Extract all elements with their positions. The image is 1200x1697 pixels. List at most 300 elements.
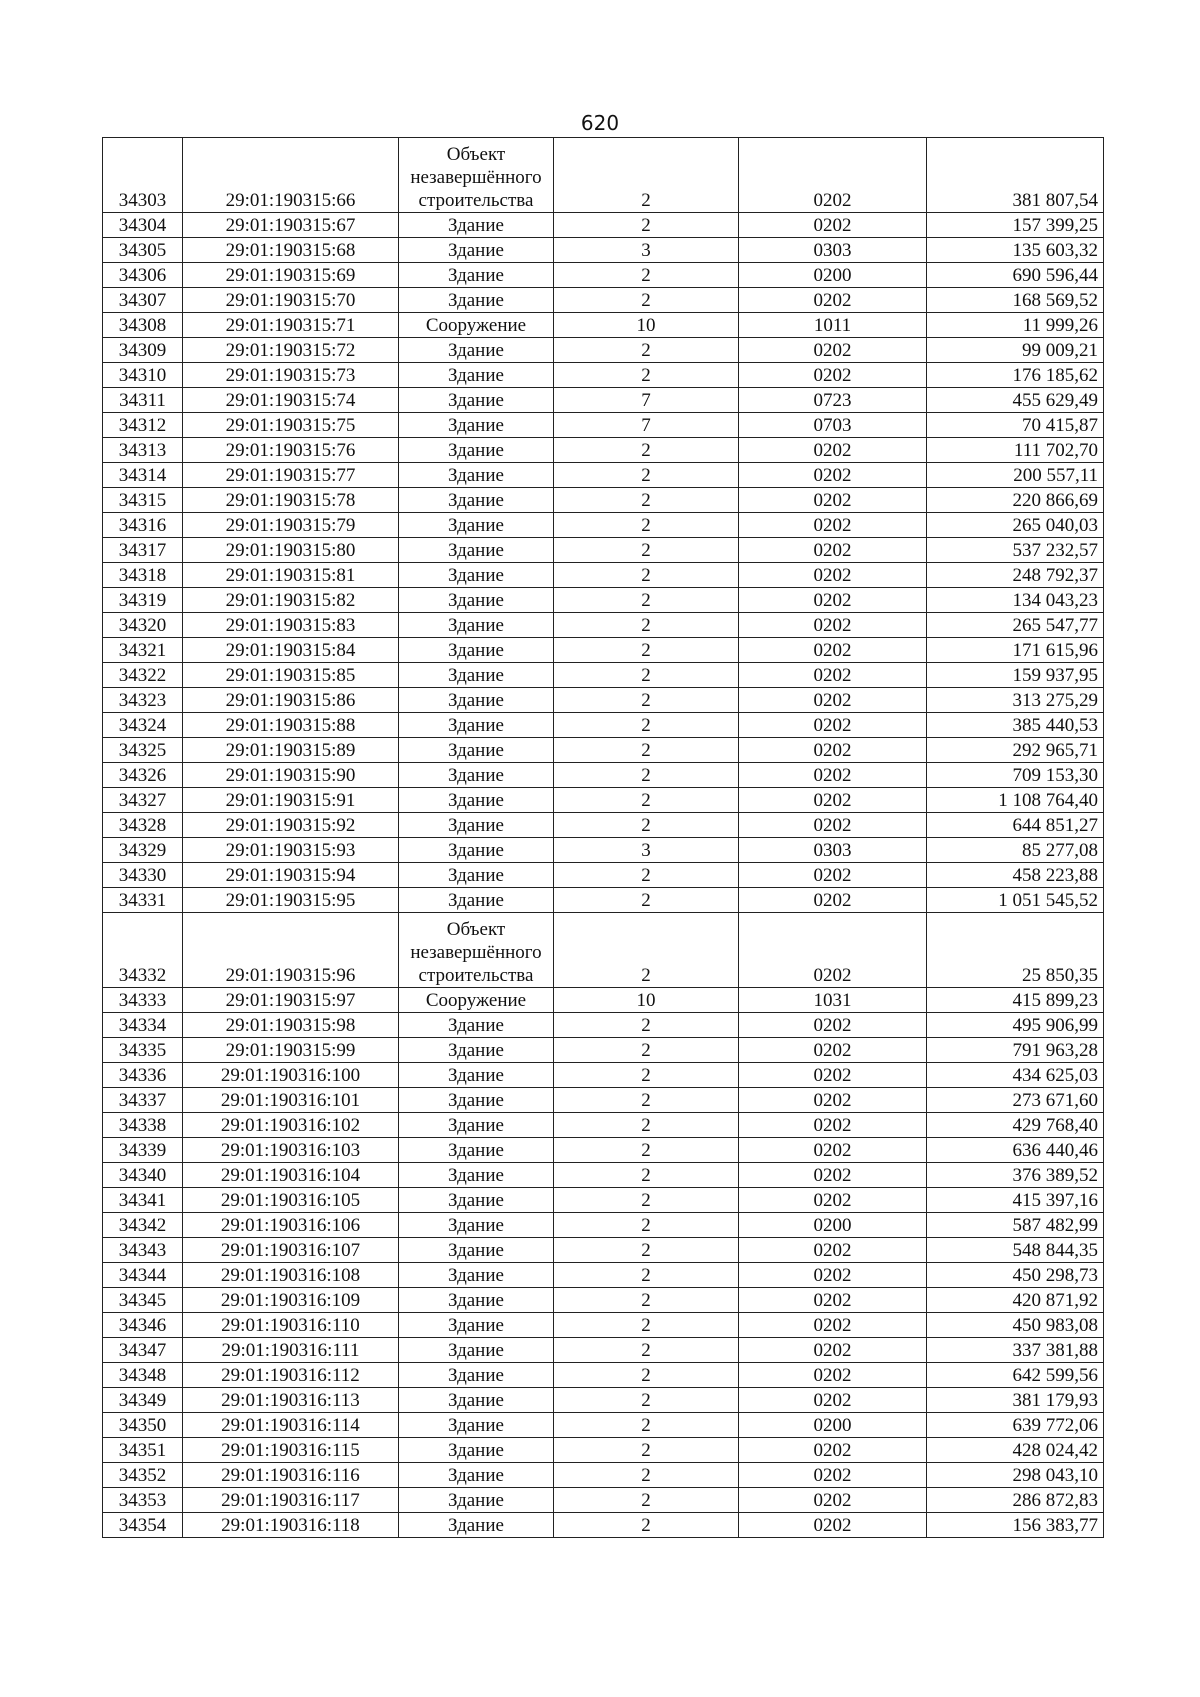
- table-row: [103, 288, 1104, 313]
- cadastral-number-cell: 29:01:190315:72: [183, 338, 399, 363]
- cadastral-value-cell: 292 965,71: [927, 738, 1104, 763]
- cadastral-value-cell: 313 275,29: [927, 688, 1104, 713]
- cadastral-number-cell: 29:01:190315:79: [183, 513, 399, 538]
- group-cell: 2: [554, 1063, 739, 1088]
- cadastral-number-cell: 29:01:190315:97: [183, 988, 399, 1013]
- cadastral-value-cell: 644 851,27: [927, 813, 1104, 838]
- row-number-cell: 34306: [103, 263, 183, 288]
- subgroup-code-cell: 0202: [739, 1463, 927, 1488]
- row-number-cell: 34322: [103, 663, 183, 688]
- table-row: [103, 1313, 1104, 1338]
- object-type-cell: Здание: [399, 363, 554, 388]
- subgroup-code-cell: 0303: [739, 238, 927, 263]
- object-type-cell: Здание: [399, 1288, 554, 1313]
- object-type-cell: Здание: [399, 588, 554, 613]
- row-number-cell: 34352: [103, 1463, 183, 1488]
- subgroup-code-cell: 0202: [739, 1188, 927, 1213]
- group-cell: 7: [554, 388, 739, 413]
- row-number-cell: 34308: [103, 313, 183, 338]
- table-row: [103, 513, 1104, 538]
- cadastral-number-cell: 29:01:190316:112: [183, 1363, 399, 1388]
- row-number-cell: 34303: [103, 138, 183, 213]
- cadastral-number-cell: 29:01:190315:71: [183, 313, 399, 338]
- row-number-cell: 34349: [103, 1388, 183, 1413]
- table-row: [103, 738, 1104, 763]
- cadastral-value-cell: 1 051 545,52: [927, 888, 1104, 913]
- row-number-cell: 34341: [103, 1188, 183, 1213]
- object-type-cell: Здание: [399, 1363, 554, 1388]
- object-type-cell: Здание: [399, 463, 554, 488]
- group-cell: 2: [554, 288, 739, 313]
- row-number-cell: 34342: [103, 1213, 183, 1238]
- row-number-cell: 34304: [103, 213, 183, 238]
- table-row: [103, 138, 1104, 213]
- subgroup-code-cell: 0202: [739, 813, 927, 838]
- table-row: [103, 1388, 1104, 1413]
- subgroup-code-cell: 0202: [739, 1313, 927, 1338]
- row-number-cell: 34331: [103, 888, 183, 913]
- row-number-cell: 34332: [103, 913, 183, 988]
- object-type-cell: Здание: [399, 1163, 554, 1188]
- table-row: [103, 838, 1104, 863]
- group-cell: 2: [554, 1138, 739, 1163]
- subgroup-code-cell: 0202: [739, 488, 927, 513]
- cadastral-number-cell: 29:01:190316:100: [183, 1063, 399, 1088]
- group-cell: 2: [554, 863, 739, 888]
- object-type-cell: Здание: [399, 838, 554, 863]
- group-cell: 2: [554, 688, 739, 713]
- group-cell: 2: [554, 263, 739, 288]
- object-type-cell: Объект незавершённого строительства: [399, 138, 554, 213]
- group-cell: 2: [554, 1238, 739, 1263]
- cadastral-number-cell: 29:01:190315:75: [183, 413, 399, 438]
- group-cell: 2: [554, 1163, 739, 1188]
- subgroup-code-cell: 0202: [739, 463, 927, 488]
- group-cell: 2: [554, 1513, 739, 1538]
- cadastral-number-cell: 29:01:190315:85: [183, 663, 399, 688]
- subgroup-code-cell: 0202: [739, 363, 927, 388]
- table-row: [103, 538, 1104, 563]
- subgroup-code-cell: 0202: [739, 1088, 927, 1113]
- row-number-cell: 34326: [103, 763, 183, 788]
- row-number-cell: 34345: [103, 1288, 183, 1313]
- cadastral-value-cell: 587 482,99: [927, 1213, 1104, 1238]
- subgroup-code-cell: 0202: [739, 1238, 927, 1263]
- row-number-cell: 34321: [103, 638, 183, 663]
- group-cell: 2: [554, 663, 739, 688]
- subgroup-code-cell: 0202: [739, 863, 927, 888]
- cadastral-value-cell: 11 999,26: [927, 313, 1104, 338]
- group-cell: 2: [554, 338, 739, 363]
- object-type-cell: Здание: [399, 613, 554, 638]
- subgroup-code-cell: 0202: [739, 1063, 927, 1088]
- cadastral-number-cell: 29:01:190316:107: [183, 1238, 399, 1263]
- table-row: [103, 1038, 1104, 1063]
- table-row: [103, 388, 1104, 413]
- row-number-cell: 34314: [103, 463, 183, 488]
- group-cell: 2: [554, 588, 739, 613]
- table-row: [103, 463, 1104, 488]
- cadastral-value-cell: 70 415,87: [927, 413, 1104, 438]
- cadastral-value-cell: 450 983,08: [927, 1313, 1104, 1338]
- group-cell: 2: [554, 213, 739, 238]
- table-row: [103, 788, 1104, 813]
- object-type-cell: Здание: [399, 1188, 554, 1213]
- cadastral-number-cell: 29:01:190315:95: [183, 888, 399, 913]
- row-number-cell: 34310: [103, 363, 183, 388]
- subgroup-code-cell: 0202: [739, 788, 927, 813]
- row-number-cell: 34316: [103, 513, 183, 538]
- cadastral-number-cell: 29:01:190316:109: [183, 1288, 399, 1313]
- table-row: [103, 1238, 1104, 1263]
- cadastral-number-cell: 29:01:190316:117: [183, 1488, 399, 1513]
- object-type-cell: Здание: [399, 738, 554, 763]
- subgroup-code-cell: 0703: [739, 413, 927, 438]
- group-cell: 2: [554, 1013, 739, 1038]
- table-row: [103, 488, 1104, 513]
- row-number-cell: 34340: [103, 1163, 183, 1188]
- subgroup-code-cell: 0202: [739, 338, 927, 363]
- group-cell: 2: [554, 1438, 739, 1463]
- object-type-cell: Здание: [399, 1038, 554, 1063]
- cadastral-value-cell: 420 871,92: [927, 1288, 1104, 1313]
- cadastral-value-cell: 168 569,52: [927, 288, 1104, 313]
- object-type-cell: Здание: [399, 238, 554, 263]
- group-cell: 2: [554, 913, 739, 988]
- object-type-cell: Здание: [399, 563, 554, 588]
- cadastral-value-cell: 639 772,06: [927, 1413, 1104, 1438]
- subgroup-code-cell: 0202: [739, 1363, 927, 1388]
- cadastral-value-cell: 171 615,96: [927, 638, 1104, 663]
- cadastral-value-cell: 385 440,53: [927, 713, 1104, 738]
- table-row: [103, 1213, 1104, 1238]
- cadastral-number-cell: 29:01:190316:111: [183, 1338, 399, 1363]
- table-row: [103, 863, 1104, 888]
- object-type-cell: Здание: [399, 1313, 554, 1338]
- table-row: [103, 313, 1104, 338]
- object-type-cell: Здание: [399, 1213, 554, 1238]
- object-type-cell: Здание: [399, 213, 554, 238]
- row-number-cell: 34338: [103, 1113, 183, 1138]
- group-cell: 7: [554, 413, 739, 438]
- object-type-cell: Здание: [399, 1138, 554, 1163]
- cadastral-number-cell: 29:01:190316:113: [183, 1388, 399, 1413]
- cadastral-number-cell: 29:01:190315:82: [183, 588, 399, 613]
- subgroup-code-cell: 0202: [739, 688, 927, 713]
- object-type-cell: Здание: [399, 688, 554, 713]
- page-number: 620: [580, 111, 620, 135]
- row-number-cell: 34336: [103, 1063, 183, 1088]
- object-type-cell: Здание: [399, 538, 554, 563]
- row-number-cell: 34323: [103, 688, 183, 713]
- cadastral-value-cell: 1 108 764,40: [927, 788, 1104, 813]
- row-number-cell: 34325: [103, 738, 183, 763]
- cadastral-number-cell: 29:01:190316:105: [183, 1188, 399, 1213]
- table-row: [103, 988, 1104, 1013]
- subgroup-code-cell: 0202: [739, 1113, 927, 1138]
- table-row: [103, 1413, 1104, 1438]
- object-type-cell: Здание: [399, 763, 554, 788]
- row-number-cell: 34315: [103, 488, 183, 513]
- cadastral-value-cell: 25 850,35: [927, 913, 1104, 988]
- cadastral-number-cell: 29:01:190316:104: [183, 1163, 399, 1188]
- object-type-cell: Здание: [399, 263, 554, 288]
- table-row: [103, 638, 1104, 663]
- row-number-cell: 34327: [103, 788, 183, 813]
- group-cell: 2: [554, 363, 739, 388]
- table-row: [103, 913, 1104, 988]
- cadastral-number-cell: 29:01:190316:102: [183, 1113, 399, 1138]
- cadastral-value-cell: 176 185,62: [927, 363, 1104, 388]
- row-number-cell: 34318: [103, 563, 183, 588]
- group-cell: 2: [554, 638, 739, 663]
- row-number-cell: 34312: [103, 413, 183, 438]
- cadastral-number-cell: 29:01:190315:88: [183, 713, 399, 738]
- object-type-cell: Здание: [399, 1463, 554, 1488]
- object-type-cell: Здание: [399, 638, 554, 663]
- object-type-cell: Здание: [399, 813, 554, 838]
- group-cell: 2: [554, 488, 739, 513]
- subgroup-code-cell: 0202: [739, 888, 927, 913]
- group-cell: 3: [554, 238, 739, 263]
- subgroup-code-cell: 0202: [739, 1138, 927, 1163]
- cadastral-value-cell: 428 024,42: [927, 1438, 1104, 1463]
- table-row: [103, 1363, 1104, 1388]
- row-number-cell: 34320: [103, 613, 183, 638]
- subgroup-code-cell: 0202: [739, 1488, 927, 1513]
- table-row: [103, 1463, 1104, 1488]
- row-number-cell: 34334: [103, 1013, 183, 1038]
- subgroup-code-cell: 1011: [739, 313, 927, 338]
- table-row: [103, 1263, 1104, 1288]
- subgroup-code-cell: 0202: [739, 138, 927, 213]
- object-type-cell: Здание: [399, 338, 554, 363]
- row-number-cell: 34344: [103, 1263, 183, 1288]
- group-cell: 2: [554, 463, 739, 488]
- subgroup-code-cell: 0202: [739, 1038, 927, 1063]
- row-number-cell: 34333: [103, 988, 183, 1013]
- object-type-cell: Здание: [399, 1063, 554, 1088]
- table-row: [103, 1338, 1104, 1363]
- row-number-cell: 34351: [103, 1438, 183, 1463]
- group-cell: 2: [554, 1313, 739, 1338]
- cadastral-number-cell: 29:01:190315:84: [183, 638, 399, 663]
- cadastral-number-cell: 29:01:190316:118: [183, 1513, 399, 1538]
- table-row: [103, 1513, 1104, 1538]
- row-number-cell: 34353: [103, 1488, 183, 1513]
- cadastral-value-cell: 156 383,77: [927, 1513, 1104, 1538]
- row-number-cell: 34313: [103, 438, 183, 463]
- cadastral-number-cell: 29:01:190315:69: [183, 263, 399, 288]
- cadastral-number-cell: 29:01:190316:114: [183, 1413, 399, 1438]
- cadastral-value-cell: 337 381,88: [927, 1338, 1104, 1363]
- cadastral-number-cell: 29:01:190315:78: [183, 488, 399, 513]
- group-cell: 2: [554, 813, 739, 838]
- cadastral-number-cell: 29:01:190315:73: [183, 363, 399, 388]
- cadastral-value-cell: 134 043,23: [927, 588, 1104, 613]
- group-cell: 2: [554, 1363, 739, 1388]
- object-type-cell: Здание: [399, 1238, 554, 1263]
- row-number-cell: 34343: [103, 1238, 183, 1263]
- cadastral-value-cell: 415 397,16: [927, 1188, 1104, 1213]
- cadastral-number-cell: 29:01:190315:67: [183, 213, 399, 238]
- object-type-cell: Здание: [399, 513, 554, 538]
- cadastral-value-cell: 85 277,08: [927, 838, 1104, 863]
- row-number-cell: 34307: [103, 288, 183, 313]
- table-row: [103, 1138, 1104, 1163]
- object-type-cell: Здание: [399, 488, 554, 513]
- cadastral-number-cell: 29:01:190315:68: [183, 238, 399, 263]
- cadastral-number-cell: 29:01:190315:86: [183, 688, 399, 713]
- row-number-cell: 34317: [103, 538, 183, 563]
- row-number-cell: 34330: [103, 863, 183, 888]
- group-cell: 2: [554, 563, 739, 588]
- subgroup-code-cell: 0202: [739, 438, 927, 463]
- group-cell: 2: [554, 438, 739, 463]
- subgroup-code-cell: 0200: [739, 1413, 927, 1438]
- group-cell: 2: [554, 1488, 739, 1513]
- subgroup-code-cell: 0200: [739, 1213, 927, 1238]
- table-row: [103, 363, 1104, 388]
- table-row: [103, 263, 1104, 288]
- subgroup-code-cell: 0202: [739, 1388, 927, 1413]
- object-type-cell: Здание: [399, 1013, 554, 1038]
- group-cell: 2: [554, 1463, 739, 1488]
- cadastral-number-cell: 29:01:190315:80: [183, 538, 399, 563]
- group-cell: 2: [554, 613, 739, 638]
- subgroup-code-cell: 0202: [739, 613, 927, 638]
- group-cell: 3: [554, 838, 739, 863]
- cadastral-number-cell: 29:01:190315:93: [183, 838, 399, 863]
- table-row: [103, 1063, 1104, 1088]
- cadastral-number-cell: 29:01:190315:96: [183, 913, 399, 988]
- cadastral-value-cell: 415 899,23: [927, 988, 1104, 1013]
- cadastral-number-cell: 29:01:190315:98: [183, 1013, 399, 1038]
- cadastral-value-cell: 135 603,32: [927, 238, 1104, 263]
- subgroup-code-cell: 0303: [739, 838, 927, 863]
- group-cell: 2: [554, 1413, 739, 1438]
- subgroup-code-cell: 0202: [739, 1338, 927, 1363]
- table-row: [103, 563, 1104, 588]
- cadastral-number-cell: 29:01:190315:66: [183, 138, 399, 213]
- cadastral-number-cell: 29:01:190315:70: [183, 288, 399, 313]
- subgroup-code-cell: 0202: [739, 538, 927, 563]
- row-number-cell: 34350: [103, 1413, 183, 1438]
- cadastral-value-cell: 159 937,95: [927, 663, 1104, 688]
- subgroup-code-cell: 0202: [739, 1288, 927, 1313]
- subgroup-code-cell: 0202: [739, 513, 927, 538]
- group-cell: 2: [554, 538, 739, 563]
- row-number-cell: 34335: [103, 1038, 183, 1063]
- group-cell: 10: [554, 313, 739, 338]
- subgroup-code-cell: 0202: [739, 1013, 927, 1038]
- row-number-cell: 34354: [103, 1513, 183, 1538]
- registry-table-body: [103, 138, 1104, 1538]
- group-cell: 2: [554, 1263, 739, 1288]
- cadastral-value-cell: 99 009,21: [927, 338, 1104, 363]
- table-row: [103, 1188, 1104, 1213]
- table-row: [103, 588, 1104, 613]
- table-row: [103, 1088, 1104, 1113]
- table-row: [103, 888, 1104, 913]
- subgroup-code-cell: 0202: [739, 588, 927, 613]
- cadastral-value-cell: 642 599,56: [927, 1363, 1104, 1388]
- table-row: [103, 613, 1104, 638]
- subgroup-code-cell: 0202: [739, 1513, 927, 1538]
- object-type-cell: Здание: [399, 288, 554, 313]
- row-number-cell: 34319: [103, 588, 183, 613]
- subgroup-code-cell: 0202: [739, 1438, 927, 1463]
- cadastral-number-cell: 29:01:190315:90: [183, 763, 399, 788]
- object-type-cell: Здание: [399, 1438, 554, 1463]
- object-type-cell: Сооружение: [399, 313, 554, 338]
- subgroup-code-cell: 0202: [739, 738, 927, 763]
- cadastral-value-cell: 791 963,28: [927, 1038, 1104, 1063]
- cadastral-number-cell: 29:01:190316:115: [183, 1438, 399, 1463]
- group-cell: 2: [554, 763, 739, 788]
- cadastral-value-cell: 548 844,35: [927, 1238, 1104, 1263]
- registry-table: [102, 137, 1104, 1538]
- object-type-cell: Объект незавершённого строительства: [399, 913, 554, 988]
- group-cell: 2: [554, 1038, 739, 1063]
- object-type-cell: Здание: [399, 1113, 554, 1138]
- row-number-cell: 34328: [103, 813, 183, 838]
- cadastral-value-cell: 298 043,10: [927, 1463, 1104, 1488]
- row-number-cell: 34339: [103, 1138, 183, 1163]
- cadastral-number-cell: 29:01:190315:74: [183, 388, 399, 413]
- group-cell: 2: [554, 513, 739, 538]
- group-cell: 2: [554, 888, 739, 913]
- cadastral-value-cell: 220 866,69: [927, 488, 1104, 513]
- object-type-cell: Здание: [399, 1413, 554, 1438]
- object-type-cell: Здание: [399, 1263, 554, 1288]
- cadastral-number-cell: 29:01:190316:103: [183, 1138, 399, 1163]
- cadastral-value-cell: 381 807,54: [927, 138, 1104, 213]
- cadastral-value-cell: 636 440,46: [927, 1138, 1104, 1163]
- row-number-cell: 34348: [103, 1363, 183, 1388]
- cadastral-value-cell: 458 223,88: [927, 863, 1104, 888]
- object-type-cell: Здание: [399, 663, 554, 688]
- table-row: [103, 338, 1104, 363]
- group-cell: 2: [554, 138, 739, 213]
- table-row: [103, 238, 1104, 263]
- table-row: [103, 688, 1104, 713]
- cadastral-number-cell: 29:01:190315:94: [183, 863, 399, 888]
- table-row: [103, 438, 1104, 463]
- group-cell: 2: [554, 1388, 739, 1413]
- cadastral-value-cell: 111 702,70: [927, 438, 1104, 463]
- cadastral-number-cell: 29:01:190316:116: [183, 1463, 399, 1488]
- cadastral-value-cell: 273 671,60: [927, 1088, 1104, 1113]
- cadastral-number-cell: 29:01:190315:77: [183, 463, 399, 488]
- table-row: [103, 413, 1104, 438]
- object-type-cell: Здание: [399, 1488, 554, 1513]
- table-row: [103, 663, 1104, 688]
- cadastral-number-cell: 29:01:190316:106: [183, 1213, 399, 1238]
- cadastral-number-cell: 29:01:190315:89: [183, 738, 399, 763]
- subgroup-code-cell: 0202: [739, 563, 927, 588]
- table-row: [103, 1113, 1104, 1138]
- row-number-cell: 34309: [103, 338, 183, 363]
- cadastral-value-cell: 265 547,77: [927, 613, 1104, 638]
- object-type-cell: Сооружение: [399, 988, 554, 1013]
- table-row: [103, 713, 1104, 738]
- group-cell: 2: [554, 788, 739, 813]
- object-type-cell: Здание: [399, 1388, 554, 1413]
- row-number-cell: 34305: [103, 238, 183, 263]
- subgroup-code-cell: 0202: [739, 1263, 927, 1288]
- cadastral-number-cell: 29:01:190315:76: [183, 438, 399, 463]
